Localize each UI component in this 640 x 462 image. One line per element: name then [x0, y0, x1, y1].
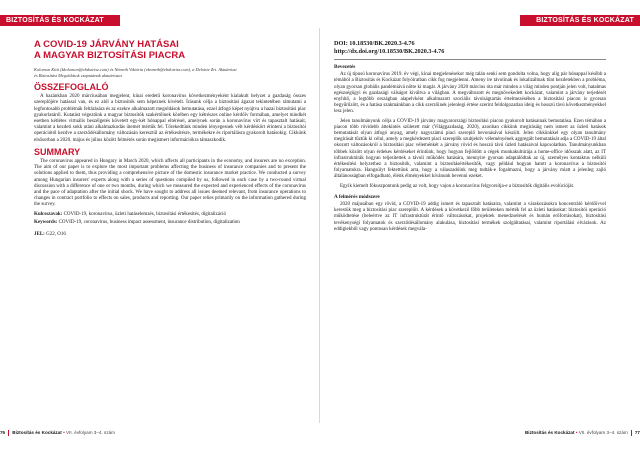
issue-left: VII. évfolyam 3–4. szám [65, 430, 116, 436]
method-heading: A felmérés módszere [334, 193, 380, 200]
kulcsszavak-row [34, 212, 306, 218]
page-number-left: 76 [0, 430, 6, 436]
footer-right [518, 430, 640, 436]
osszefoglalo-text: A hazánkban 2020 márciusában megjelent, kínai eredetű koronavírus következményeként kialakult helyzet a gazdaság összes szereplőjére hatással van, és ez alól a biztosítók sem képeznek kivételt. Írásunk célja a biztosítási ágazat tekintetében rámutatni a legfontosabb problémák feltárására és az ezekre alkalmazott megoldások bemutatása, ezzel átfogó képet nyújtva a hazai biztosítási piac gyakorlatáról. Kutatást végeztünk a magyar biztosítók szakértőinek körében egy kétrészes online kérdőív formában, amelyet mindkét esetben kétlétes virtuális beszélgetés követett egy-két hónappal eltérésel, amelynek során a koronavírus vírt és tapasztalt hatásait, valamint a kezdeti sokk utáni alkalmazkodás ütemét mértük fel. Törekedtünk minden lényegesnek vélt kérdéskört érinteni a biztosítói operációtól kezdve a szerződésállomány változásán keresztül az értékesítésre, termékekre és riportálásra gyakorolt hatásokig. Cikkünk elsősorban a 2020. május és július között felmérés során megismert információkra támaszkodik. [34, 94, 306, 143]
jel-label: JEL: [34, 232, 45, 238]
doi-block [334, 40, 606, 55]
divider [334, 59, 606, 60]
footer-bullet: • [575, 430, 578, 436]
footer-separator [8, 430, 9, 436]
section-label-left: BIZTOSÍTÁS ÉS KOCKÁZAT [0, 15, 120, 26]
summary-heading: SUMMARY [34, 146, 81, 157]
bevezetes-paragraph-2: Jelen tanulmányunk célja a COVID-19 járvány magyarországi biztosítási piacon gyakorolt hatásainak bemutatása. Ezen témában a piacon több rövidebb áttekintés született már (Világgazdaság, 2020), azonban cikkünk megírásáig nem ismert az üzleti hatások bemutatását olyan átfogó anyag, amely nagyszámú piaci szereplő bevonásával készült. Jelen cikkünkkel egy olyan tanulmány megírását tűztük ki célul, amely a megkérdezett piaci szereplők szubjektív véleményének aggregált bemutatását adja a COVID-19 által okozott változásokról a biztosítási piac véleménkét a járvány rövid és hosszú távú üzleti hatásaival kapcsolatban. Tanulmányunkban többek között olyan érdekes kérdéseket érintünk, hogy hogyan fejlődött a cégek munkakultúrája a home-office idősszak alatt, az IT infrastruktúrák hogyan teljesítettek a távoli működés hatására, mennyire gyorsan adaptálódtak az új, személyes kontaktus nélküli értékesítési helyzethez a biztosítók, valamint a biztosításértékesítők, vagy például hogyan hatott a koronavírus a biztosítói folyamatokra. Hangsúlyt fektettünk arra, hogy a válaszadóink meg tudták-e fogalmazni, hogy a járvány miatt a jelenleg zajló általánosságban elfogadható, élénk élményekkel kívánunk bevenni ezeket. [334, 118, 606, 180]
doi-line-1: DOI: 10.18530/BK.2020.3-4.76 [334, 40, 415, 47]
footer-left [0, 430, 115, 436]
keywords-label: Keywords: [34, 219, 58, 225]
section-label-right: BIZTOSÍTÁS ÉS KOCKÁZAT [520, 15, 640, 26]
left-page [34, 36, 306, 240]
kulcsszavak-text: COVID-19, koronavírus, üzleti hatáselemzés, biztosítási értékesítés, digitalizáció [63, 211, 227, 217]
keywords-text: COVID-19, coronavirus, business impact assessment, insurance distribution, digitalization [58, 219, 240, 225]
summary-text: The coronavirus appeared in Hungary in March 2020, which affects all participants in the economy, and insurers are no exception. The aim of our paper is to explore the most important problems affecting the business of insurance companies and to present the solutions applied to them, thus providing a comprehensive picture of the domestic insurance market practice. We conducted a survey among Hungarian insurers' experts along with a series of questions compiled by us, followed in each case by a two-round virtual discussion with a difference of one or two months, during which we measured the expected and experienced effects of the coronavirus and the pace of adaptation after the initial shock. We have sought to address all issues deemed relevant, from insurance operations to changes in contract portfolio to effects on sales, products and reporting. Our paper relies primarily on the information gathered during the survey. [34, 159, 306, 208]
title-line-1: A COVID-19 JÁRVÁNY HATÁSAI [34, 39, 179, 50]
keywords-row [34, 220, 306, 226]
footer-bullet: • [63, 430, 65, 436]
title-line-2: A MAGYAR BIZTOSÍTÁSI PIACRA [34, 49, 186, 61]
journal-name-left: Biztosítás és Kockázat [12, 430, 62, 436]
right-page [334, 36, 606, 236]
jel-text: G22, O16 [46, 232, 66, 238]
bevezetes-paragraph-3: Egyik kiemelt fókuszpontunk pedig az volt, hogy vajon a koronavírus felgyorsítja-e a biztosítók digitális evolúcióját. [340, 183, 575, 189]
journal-name-right: Biztosítás és Kockázat [524, 430, 575, 436]
authors-line-2: és Biztosítási Megoldások csapatának aktuáriusai [34, 73, 122, 78]
issue-right: VII. évfolyam 3–4. szám [578, 430, 628, 436]
method-text: 2020 májusában egy rövid, a COVID-19 addig ismert és tapasztalt hatásaira, valamint a várakozásokra koncentráló kérdőívvel kerestük meg a biztosítási piac szereplőit. A kérdések a következő főbb területeken mérték fel az üzleti hatásokat: biztosítói operáció működtetése (beleértve az IT infrastruktúrát érintő változásokat, projektek menedzselését és humán erőforrásokat), biztosítási tevékenységi folyamatok és szerződésállomány alakulása, biztosítási termékek szolgáltatásai, valamint riportálási elvárások. Az eddigiekből vagy pontosan kérdések megvála- [334, 202, 606, 232]
footer-separator [631, 430, 632, 436]
article-title [34, 40, 306, 61]
authors-line-1: Kolomon Kitti (kkolomon@ebdotrisz.com) és Németh Viktória (vkemeth@ebdotrisz.com), a Deloitte Zrt. Aktuáriusi [34, 67, 237, 72]
osszefoglalo-heading: ÖSSZEFOGLALÓ [34, 82, 109, 92]
bevezetes-paragraph-1: Az új típusú koronavírus 2019. év végi, kínai megjelenésekor még talán senki sem gondolta volna, hogy alig pár hónappal később a témából a Biztosítás és Kockázat folyóiratban cikk fog megjelenni. Ameny ire távolinak és lokalizáltnak tűnt kezdetekben a probléma, olyan gyorsan globális pandémiává nőtte ki magát. A járvány 2020 március óta már minden a világ minden pontján jelen volt, hatalmas egészségügyi és gazdasági válságot kiváltva a világban. A megváltozott és megnövekedett kockázat, valamint a járvány terjedését enyhítő, a legtöbb országban alapelvként alkalmazott szociális távolságtartás értelmezésében a biztosítási piacon is gyorsan begyűrűzött, és a hatása szakmánkban a cikk szerzőinek jelenlegi értése szerint feldolgozatlan ideig és hosszú távú következményekkel lesz jelen. [334, 72, 606, 115]
jel-row [34, 232, 306, 238]
page-header [0, 0, 640, 28]
bevezetes-heading: Bevezetés [334, 64, 356, 70]
authors [34, 67, 306, 79]
kulcsszavak-label: Kulcsszavak: [34, 211, 63, 217]
doi-link[interactable]: http://dx.doi.org/10.18530/BK.2020.3-4.76 [334, 47, 445, 55]
page-number-right: 77 [634, 430, 640, 436]
page-gutter [319, 28, 320, 423]
